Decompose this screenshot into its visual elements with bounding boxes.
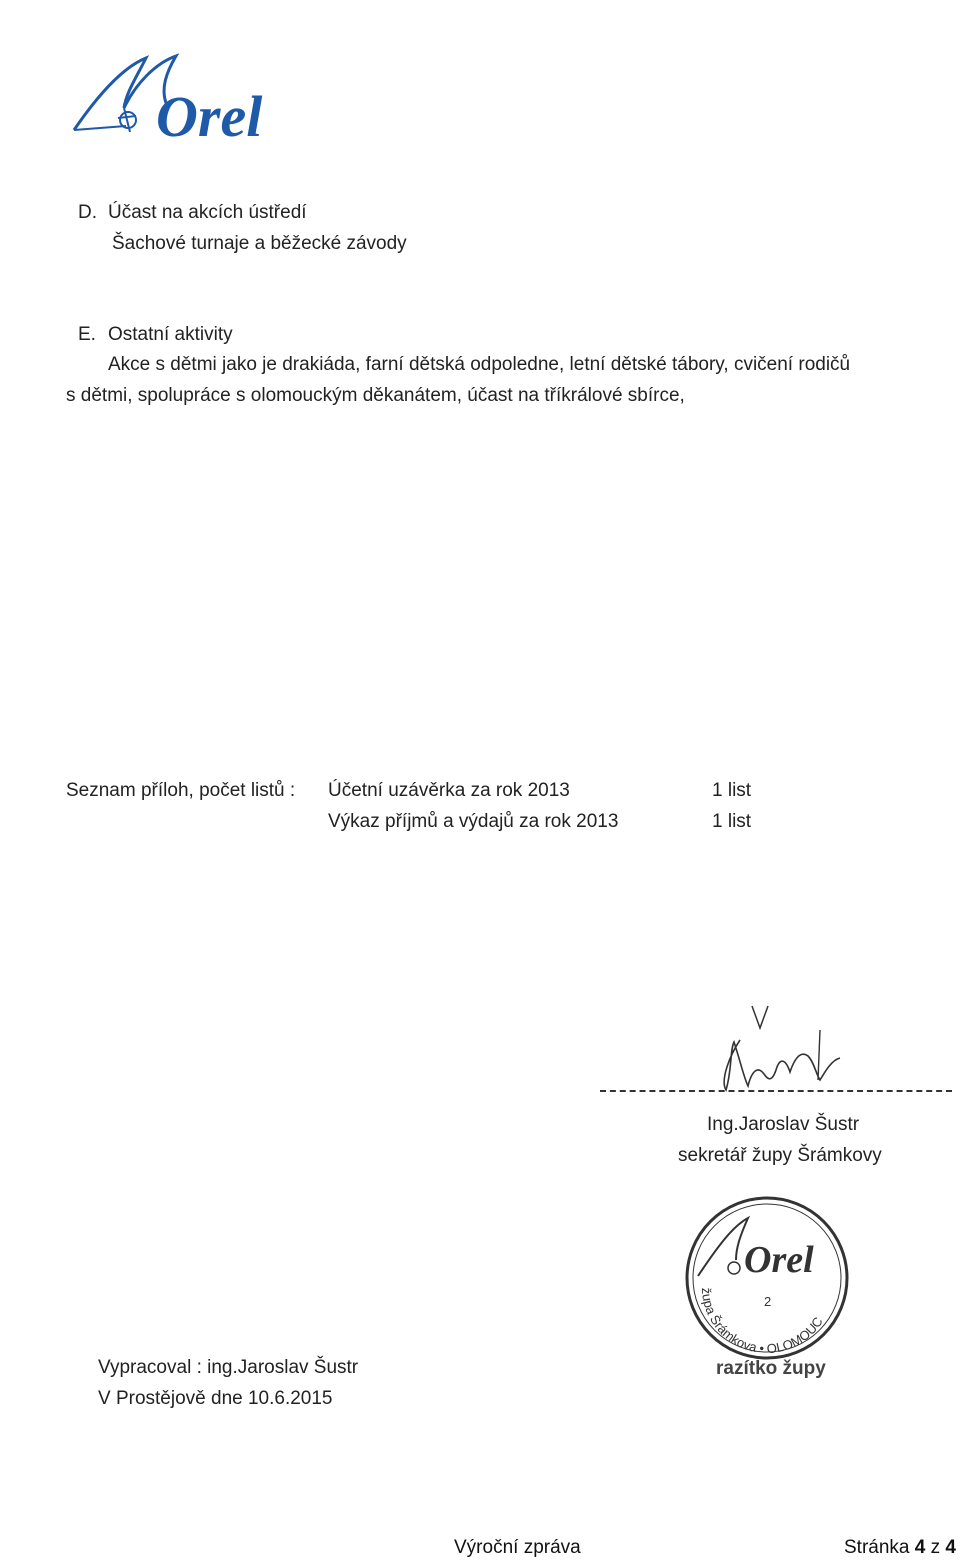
section-title: Účast na akcích ústředí	[108, 202, 307, 223]
signer-name: Ing.Jaroslav Šustr	[707, 1114, 860, 1135]
footer-title: Výroční zpráva	[454, 1537, 581, 1558]
svg-text:župa Šrámkova • OLOMOUC: župa Šrámkova • OLOMOUC	[698, 1287, 826, 1357]
organization-stamp	[678, 1196, 856, 1360]
attachment-name: Účetní uzávěrka za rok 2013	[328, 780, 570, 801]
place-date: V Prostějově dne 10.6.2015	[98, 1388, 333, 1409]
svg-text:Orel: Orel	[744, 1239, 814, 1281]
section-title: Ostatní aktivity	[108, 324, 233, 345]
handwritten-signature	[700, 1000, 860, 1096]
section-letter: D.	[78, 202, 97, 223]
page-label: Stránka	[844, 1537, 910, 1558]
orel-logo	[66, 48, 306, 148]
page-current: 4	[914, 1537, 926, 1558]
footer-page-number	[844, 1537, 956, 1559]
svg-text:2: 2	[764, 1294, 772, 1309]
signer-role: sekretář župy Šrámkovy	[678, 1145, 882, 1166]
attachment-count: 1 list	[712, 811, 752, 832]
stamp-caption: razítko župy	[716, 1358, 826, 1379]
attachment-count: 1 list	[712, 780, 752, 801]
attachment-name: Výkaz příjmů a výdajů za rok 2013	[328, 811, 619, 832]
signature-line	[600, 1090, 952, 1092]
page-total: 4	[945, 1537, 956, 1558]
page-sep: z	[930, 1537, 941, 1558]
prepared-by	[98, 1357, 358, 1379]
prepared-by-label: Vypracoval :	[98, 1357, 202, 1378]
attachments-label: Seznam příloh, počet listů :	[66, 780, 296, 801]
svg-text:Orel: Orel	[156, 84, 263, 148]
section-e-text-line1: Akce s dětmi jako je drakiáda, farní dětská odpoledne, letní dětské tábory, cvičení rodičů	[108, 354, 851, 375]
prepared-by-name: ing.Jaroslav Šustr	[207, 1357, 359, 1378]
section-e-text-line2: s dětmi, spolupráce s olomouckým děkanátem, účast na tříkrálové sbírce,	[66, 385, 685, 406]
section-d-heading	[78, 202, 307, 224]
section-d-text: Šachové turnaje a běžecké závody	[112, 233, 407, 254]
section-e-heading	[78, 324, 233, 346]
section-letter: E.	[78, 324, 96, 345]
